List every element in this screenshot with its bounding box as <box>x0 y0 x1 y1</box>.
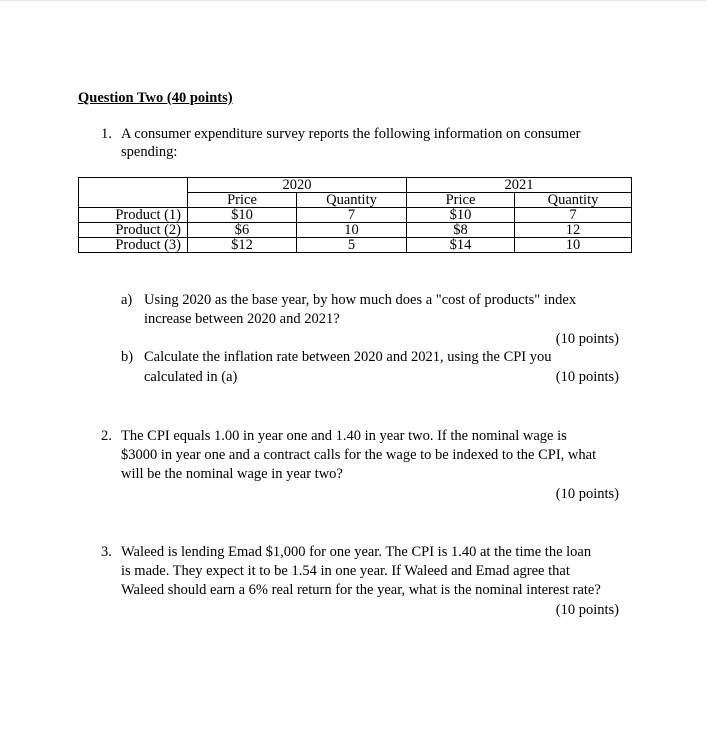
table-cell: 12 <box>515 223 632 238</box>
table-corner-cell <box>79 178 188 208</box>
table-cell: 5 <box>297 238 407 253</box>
part-a-line2: increase between 2020 and 2021? <box>144 311 340 327</box>
q3-points: (10 points) <box>555 602 619 618</box>
table-cell: 7 <box>297 208 407 223</box>
q3-text-line1: Waleed is lending Emad $1,000 for one year. The CPI is 1.40 at the time the loan <box>121 544 592 560</box>
q1-number: 1. <box>101 126 112 142</box>
part-a-line1: Using 2020 as the base year, by how much does a "cost of products" index <box>144 292 577 308</box>
part-b-line1: Calculate the inflation rate between 2020 and 2021, using the CPI you <box>144 349 552 365</box>
subheader-quantity-2020: Quantity <box>297 193 407 208</box>
subheader-quantity-2021: Quantity <box>515 193 632 208</box>
table-cell: 7 <box>515 208 632 223</box>
table-cell: $8 <box>407 223 515 238</box>
table-row <box>79 238 632 253</box>
q2-points: (10 points) <box>555 486 619 502</box>
spending-table <box>78 177 632 253</box>
year-header-2021: 2021 <box>407 178 632 193</box>
page-edge-line <box>0 0 707 1</box>
part-a-marker: a) <box>121 292 133 308</box>
subheader-price-2021: Price <box>407 193 515 208</box>
table-cell: $14 <box>407 238 515 253</box>
q2-text-line1: The CPI equals 1.00 in year one and 1.40 in year two. If the nominal wage is <box>121 428 567 444</box>
table-cell: $12 <box>188 238 297 253</box>
q3-text-line3: Waleed should earn a 6% real return for the year, what is the nominal interest rate? <box>121 582 601 598</box>
q2-text-line3: will be the nominal wage in year two? <box>121 466 343 482</box>
subheader-price-2020: Price <box>188 193 297 208</box>
table-row <box>79 223 632 238</box>
year-header-2020: 2020 <box>188 178 407 193</box>
q3-text-line2: is made. They expect it to be 1.54 in one year. If Waleed and Emad agree that <box>121 563 570 579</box>
table-cell: 10 <box>297 223 407 238</box>
row-label: Product (1) <box>79 208 188 223</box>
table-row <box>79 208 632 223</box>
table-cell: $10 <box>407 208 515 223</box>
table-cell: 10 <box>515 238 632 253</box>
section-heading: Question Two (40 points) <box>78 90 233 106</box>
q1-text-line2: spending: <box>121 144 178 160</box>
table-cell: $10 <box>188 208 297 223</box>
part-b-marker: b) <box>121 349 134 365</box>
row-label: Product (3) <box>79 238 188 253</box>
part-b-points: (10 points) <box>555 369 619 385</box>
part-a-points: (10 points) <box>555 331 619 347</box>
q1-text-line1: A consumer expenditure survey reports the following information on consumer <box>121 126 581 142</box>
part-b-line2: calculated in (a) <box>144 369 238 385</box>
table-cell: $6 <box>188 223 297 238</box>
q3-number: 3. <box>101 544 112 560</box>
row-label: Product (2) <box>79 223 188 238</box>
q2-text-line2: $3000 in year one and a contract calls for the wage to be indexed to the CPI, what <box>121 447 597 463</box>
q2-number: 2. <box>101 428 112 444</box>
